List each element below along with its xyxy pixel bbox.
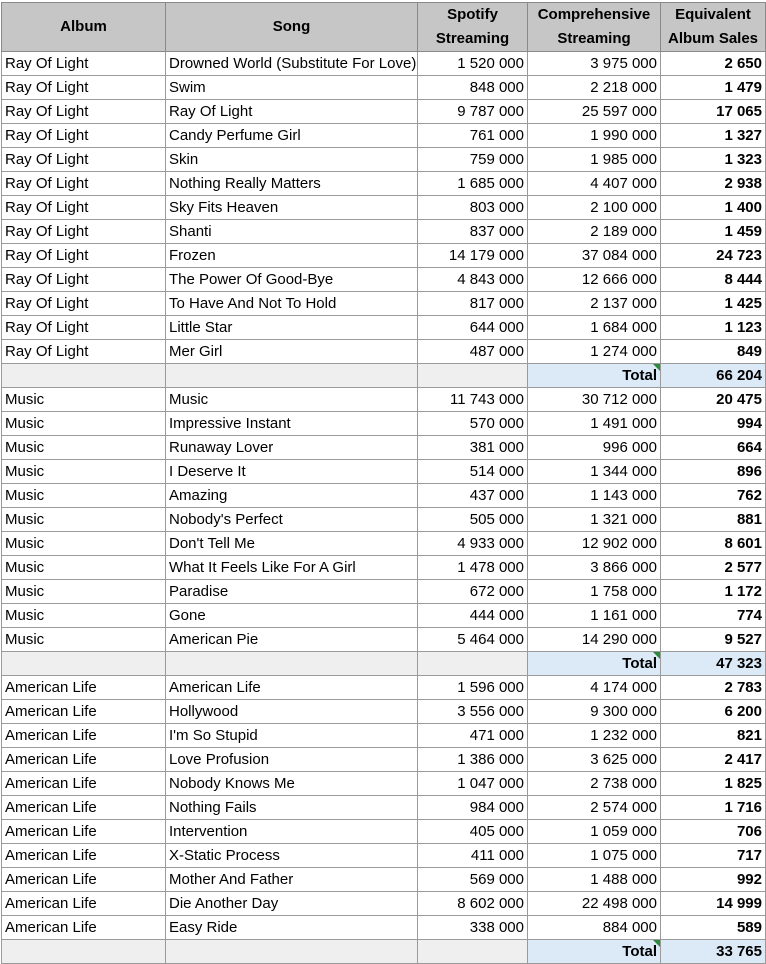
spotify-streaming-cell: 471 000 (418, 724, 528, 748)
spotify-streaming-cell: 444 000 (418, 604, 528, 628)
table-row (2, 244, 766, 268)
equivalent-album-sales-cell: 20 475 (661, 388, 766, 412)
table-row (2, 148, 766, 172)
album-cell: American Life (2, 916, 166, 940)
empty-cell (166, 652, 418, 676)
album-cell: Music (2, 436, 166, 460)
table-row (2, 532, 766, 556)
empty-cell (166, 940, 418, 964)
header-equivalent-album-sales: Equivalent Album Sales (661, 3, 766, 52)
table-row (2, 796, 766, 820)
album-cell: American Life (2, 820, 166, 844)
equivalent-album-sales-cell: 994 (661, 412, 766, 436)
comment-indicator-icon (653, 940, 660, 947)
album-cell: Music (2, 484, 166, 508)
total-row (2, 652, 766, 676)
spotify-streaming-cell: 437 000 (418, 484, 528, 508)
song-cell: X-Static Process (166, 844, 418, 868)
comprehensive-streaming-cell: 25 597 000 (528, 100, 661, 124)
song-cell: Love Profusion (166, 748, 418, 772)
table-row (2, 580, 766, 604)
song-cell: Sky Fits Heaven (166, 196, 418, 220)
album-cell: American Life (2, 844, 166, 868)
spotify-streaming-cell: 1 478 000 (418, 556, 528, 580)
spotify-streaming-cell: 803 000 (418, 196, 528, 220)
spotify-streaming-cell: 1 596 000 (418, 676, 528, 700)
album-cell: Music (2, 532, 166, 556)
song-cell: Nothing Really Matters (166, 172, 418, 196)
spotify-streaming-cell: 505 000 (418, 508, 528, 532)
album-cell: American Life (2, 724, 166, 748)
table-row (2, 76, 766, 100)
empty-cell (166, 364, 418, 388)
comprehensive-streaming-cell: 884 000 (528, 916, 661, 940)
equivalent-album-sales-cell: 8 444 (661, 268, 766, 292)
album-cell: Ray Of Light (2, 76, 166, 100)
album-cell: Music (2, 412, 166, 436)
album-cell: Ray Of Light (2, 244, 166, 268)
equivalent-album-sales-cell: 821 (661, 724, 766, 748)
equivalent-album-sales-cell: 774 (661, 604, 766, 628)
song-cell: Die Another Day (166, 892, 418, 916)
comprehensive-streaming-cell: 1 684 000 (528, 316, 661, 340)
song-cell: Ray Of Light (166, 100, 418, 124)
header-row (2, 3, 766, 52)
song-cell: Music (166, 388, 418, 412)
spotify-streaming-cell: 5 464 000 (418, 628, 528, 652)
comprehensive-streaming-cell: 2 189 000 (528, 220, 661, 244)
album-cell: Ray Of Light (2, 196, 166, 220)
comprehensive-streaming-cell: 1 488 000 (528, 868, 661, 892)
comprehensive-streaming-cell: 12 902 000 (528, 532, 661, 556)
equivalent-album-sales-cell: 1 825 (661, 772, 766, 796)
album-cell: Ray Of Light (2, 268, 166, 292)
equivalent-album-sales-cell: 1 716 (661, 796, 766, 820)
equivalent-album-sales-cell: 664 (661, 436, 766, 460)
song-cell: Gone (166, 604, 418, 628)
equivalent-album-sales-cell: 1 123 (661, 316, 766, 340)
spotify-streaming-cell: 984 000 (418, 796, 528, 820)
table-row (2, 52, 766, 76)
song-cell: What It Feels Like For A Girl (166, 556, 418, 580)
spotify-streaming-cell: 4 933 000 (418, 532, 528, 556)
spotify-streaming-cell: 644 000 (418, 316, 528, 340)
comprehensive-streaming-cell: 2 100 000 (528, 196, 661, 220)
spotify-streaming-cell: 405 000 (418, 820, 528, 844)
song-cell: Frozen (166, 244, 418, 268)
table-row (2, 220, 766, 244)
table-row (2, 628, 766, 652)
comprehensive-streaming-cell: 2 738 000 (528, 772, 661, 796)
song-cell: Mer Girl (166, 340, 418, 364)
equivalent-album-sales-cell: 2 938 (661, 172, 766, 196)
table-row (2, 124, 766, 148)
album-cell: Music (2, 604, 166, 628)
table-row (2, 316, 766, 340)
spotify-streaming-cell: 8 602 000 (418, 892, 528, 916)
spotify-streaming-cell: 3 556 000 (418, 700, 528, 724)
header-comprehensive-streaming: Comprehensive Streaming (528, 3, 661, 52)
table-row (2, 268, 766, 292)
album-cell: Music (2, 508, 166, 532)
song-cell: Little Star (166, 316, 418, 340)
equivalent-album-sales-cell: 6 200 (661, 700, 766, 724)
comprehensive-streaming-cell: 3 866 000 (528, 556, 661, 580)
comprehensive-streaming-cell: 1 161 000 (528, 604, 661, 628)
song-cell: American Pie (166, 628, 418, 652)
table-row (2, 604, 766, 628)
album-cell: American Life (2, 748, 166, 772)
table-row (2, 772, 766, 796)
equivalent-album-sales-cell: 2 417 (661, 748, 766, 772)
header-spotify-streaming: Spotify Streaming (418, 3, 528, 52)
comprehensive-streaming-cell: 1 990 000 (528, 124, 661, 148)
table-row (2, 868, 766, 892)
album-cell: American Life (2, 676, 166, 700)
song-cell: Hollywood (166, 700, 418, 724)
comprehensive-streaming-cell: 2 218 000 (528, 76, 661, 100)
spotify-streaming-cell: 338 000 (418, 916, 528, 940)
table-row (2, 196, 766, 220)
comprehensive-streaming-cell: 3 625 000 (528, 748, 661, 772)
equivalent-album-sales-cell: 17 065 (661, 100, 766, 124)
album-cell: Ray Of Light (2, 52, 166, 76)
comprehensive-streaming-cell: 1 274 000 (528, 340, 661, 364)
spotify-streaming-cell: 1 047 000 (418, 772, 528, 796)
song-cell: Swim (166, 76, 418, 100)
comprehensive-streaming-cell: 1 232 000 (528, 724, 661, 748)
album-cell: American Life (2, 772, 166, 796)
table-row (2, 916, 766, 940)
comprehensive-streaming-cell: 30 712 000 (528, 388, 661, 412)
comprehensive-streaming-cell: 12 666 000 (528, 268, 661, 292)
empty-cell (418, 652, 528, 676)
comprehensive-streaming-cell: 2 137 000 (528, 292, 661, 316)
empty-cell (2, 652, 166, 676)
empty-cell (418, 940, 528, 964)
spotify-streaming-cell: 817 000 (418, 292, 528, 316)
table-row (2, 172, 766, 196)
table-row (2, 820, 766, 844)
album-cell: American Life (2, 892, 166, 916)
comprehensive-streaming-cell: 1 143 000 (528, 484, 661, 508)
song-cell: I Deserve It (166, 460, 418, 484)
album-cell: American Life (2, 868, 166, 892)
song-cell: The Power Of Good-Bye (166, 268, 418, 292)
comprehensive-streaming-cell: 4 174 000 (528, 676, 661, 700)
album-cell: Ray Of Light (2, 100, 166, 124)
equivalent-album-sales-cell: 762 (661, 484, 766, 508)
equivalent-album-sales-cell: 8 601 (661, 532, 766, 556)
table-row (2, 460, 766, 484)
album-cell: Ray Of Light (2, 220, 166, 244)
song-cell: American Life (166, 676, 418, 700)
comprehensive-streaming-cell: 4 407 000 (528, 172, 661, 196)
header-song: Song (166, 3, 418, 52)
comprehensive-streaming-cell: 1 321 000 (528, 508, 661, 532)
equivalent-album-sales-cell: 1 479 (661, 76, 766, 100)
spotify-streaming-cell: 848 000 (418, 76, 528, 100)
album-cell: Ray Of Light (2, 340, 166, 364)
spotify-streaming-cell: 411 000 (418, 844, 528, 868)
song-cell: Paradise (166, 580, 418, 604)
comment-indicator-icon (653, 364, 660, 371)
equivalent-album-sales-cell: 1 327 (661, 124, 766, 148)
spotify-streaming-cell: 570 000 (418, 412, 528, 436)
equivalent-album-sales-cell: 881 (661, 508, 766, 532)
equivalent-album-sales-cell: 2 577 (661, 556, 766, 580)
equivalent-album-sales-cell: 717 (661, 844, 766, 868)
song-cell: Easy Ride (166, 916, 418, 940)
table-row (2, 412, 766, 436)
album-cell: Ray Of Light (2, 124, 166, 148)
equivalent-album-sales-cell: 992 (661, 868, 766, 892)
album-cell: American Life (2, 796, 166, 820)
album-cell: Ray Of Light (2, 292, 166, 316)
equivalent-album-sales-cell: 1 323 (661, 148, 766, 172)
table-row (2, 892, 766, 916)
total-label: Total (528, 364, 661, 388)
comprehensive-streaming-cell: 1 985 000 (528, 148, 661, 172)
equivalent-album-sales-cell: 1 459 (661, 220, 766, 244)
header-album: Album (2, 3, 166, 52)
comprehensive-streaming-cell: 2 574 000 (528, 796, 661, 820)
song-cell: Runaway Lover (166, 436, 418, 460)
table-row (2, 100, 766, 124)
song-cell: Don't Tell Me (166, 532, 418, 556)
comprehensive-streaming-cell: 9 300 000 (528, 700, 661, 724)
equivalent-album-sales-cell: 589 (661, 916, 766, 940)
spotify-streaming-cell: 672 000 (418, 580, 528, 604)
table-row (2, 724, 766, 748)
song-cell: Nobody's Perfect (166, 508, 418, 532)
spotify-streaming-cell: 11 743 000 (418, 388, 528, 412)
album-cell: Ray Of Light (2, 148, 166, 172)
song-cell: Amazing (166, 484, 418, 508)
album-cell: Ray Of Light (2, 316, 166, 340)
album-cell: Music (2, 628, 166, 652)
spotify-streaming-cell: 837 000 (418, 220, 528, 244)
song-cell: I'm So Stupid (166, 724, 418, 748)
equivalent-album-sales-cell: 849 (661, 340, 766, 364)
spotify-streaming-cell: 761 000 (418, 124, 528, 148)
comment-indicator-icon (653, 652, 660, 659)
table-row (2, 388, 766, 412)
spotify-streaming-cell: 487 000 (418, 340, 528, 364)
equivalent-album-sales-cell: 1 425 (661, 292, 766, 316)
comprehensive-streaming-cell: 996 000 (528, 436, 661, 460)
song-cell: Impressive Instant (166, 412, 418, 436)
table-row (2, 484, 766, 508)
sales-table (1, 2, 766, 964)
album-cell: Music (2, 388, 166, 412)
table-row (2, 748, 766, 772)
total-value: 33 765 (661, 940, 766, 964)
total-label: Total (528, 652, 661, 676)
song-cell: Intervention (166, 820, 418, 844)
comprehensive-streaming-cell: 1 491 000 (528, 412, 661, 436)
album-cell: American Life (2, 700, 166, 724)
spotify-streaming-cell: 759 000 (418, 148, 528, 172)
equivalent-album-sales-cell: 14 999 (661, 892, 766, 916)
spotify-streaming-cell: 1 520 000 (418, 52, 528, 76)
comprehensive-streaming-cell: 37 084 000 (528, 244, 661, 268)
comprehensive-streaming-cell: 1 758 000 (528, 580, 661, 604)
comprehensive-streaming-cell: 1 344 000 (528, 460, 661, 484)
equivalent-album-sales-cell: 896 (661, 460, 766, 484)
equivalent-album-sales-cell: 24 723 (661, 244, 766, 268)
album-cell: Music (2, 580, 166, 604)
comprehensive-streaming-cell: 1 075 000 (528, 844, 661, 868)
table-row (2, 700, 766, 724)
song-cell: Drowned World (Substitute For Love) (166, 52, 418, 76)
spotify-streaming-cell: 9 787 000 (418, 100, 528, 124)
spotify-streaming-cell: 4 843 000 (418, 268, 528, 292)
spotify-streaming-cell: 1 685 000 (418, 172, 528, 196)
song-cell: Nothing Fails (166, 796, 418, 820)
spotify-streaming-cell: 1 386 000 (418, 748, 528, 772)
spotify-streaming-cell: 14 179 000 (418, 244, 528, 268)
equivalent-album-sales-cell: 1 400 (661, 196, 766, 220)
equivalent-album-sales-cell: 706 (661, 820, 766, 844)
empty-cell (418, 364, 528, 388)
table-row (2, 292, 766, 316)
comprehensive-streaming-cell: 3 975 000 (528, 52, 661, 76)
comprehensive-streaming-cell: 22 498 000 (528, 892, 661, 916)
empty-cell (2, 364, 166, 388)
song-cell: Shanti (166, 220, 418, 244)
table-body (2, 52, 766, 964)
table-row (2, 508, 766, 532)
comprehensive-streaming-cell: 14 290 000 (528, 628, 661, 652)
album-cell: Ray Of Light (2, 172, 166, 196)
empty-cell (2, 940, 166, 964)
table-row (2, 556, 766, 580)
spotify-streaming-cell: 381 000 (418, 436, 528, 460)
table-row (2, 436, 766, 460)
table-row (2, 340, 766, 364)
table-row (2, 844, 766, 868)
spotify-streaming-cell: 569 000 (418, 868, 528, 892)
total-value: 47 323 (661, 652, 766, 676)
equivalent-album-sales-cell: 2 783 (661, 676, 766, 700)
song-cell: Skin (166, 148, 418, 172)
spotify-streaming-cell: 514 000 (418, 460, 528, 484)
song-cell: To Have And Not To Hold (166, 292, 418, 316)
equivalent-album-sales-cell: 9 527 (661, 628, 766, 652)
comprehensive-streaming-cell: 1 059 000 (528, 820, 661, 844)
album-cell: Music (2, 556, 166, 580)
total-label: Total (528, 940, 661, 964)
table-row (2, 676, 766, 700)
total-value: 66 204 (661, 364, 766, 388)
song-cell: Nobody Knows Me (166, 772, 418, 796)
song-cell: Candy Perfume Girl (166, 124, 418, 148)
album-cell: Music (2, 460, 166, 484)
total-row (2, 364, 766, 388)
equivalent-album-sales-cell: 2 650 (661, 52, 766, 76)
equivalent-album-sales-cell: 1 172 (661, 580, 766, 604)
total-row (2, 940, 766, 964)
song-cell: Mother And Father (166, 868, 418, 892)
